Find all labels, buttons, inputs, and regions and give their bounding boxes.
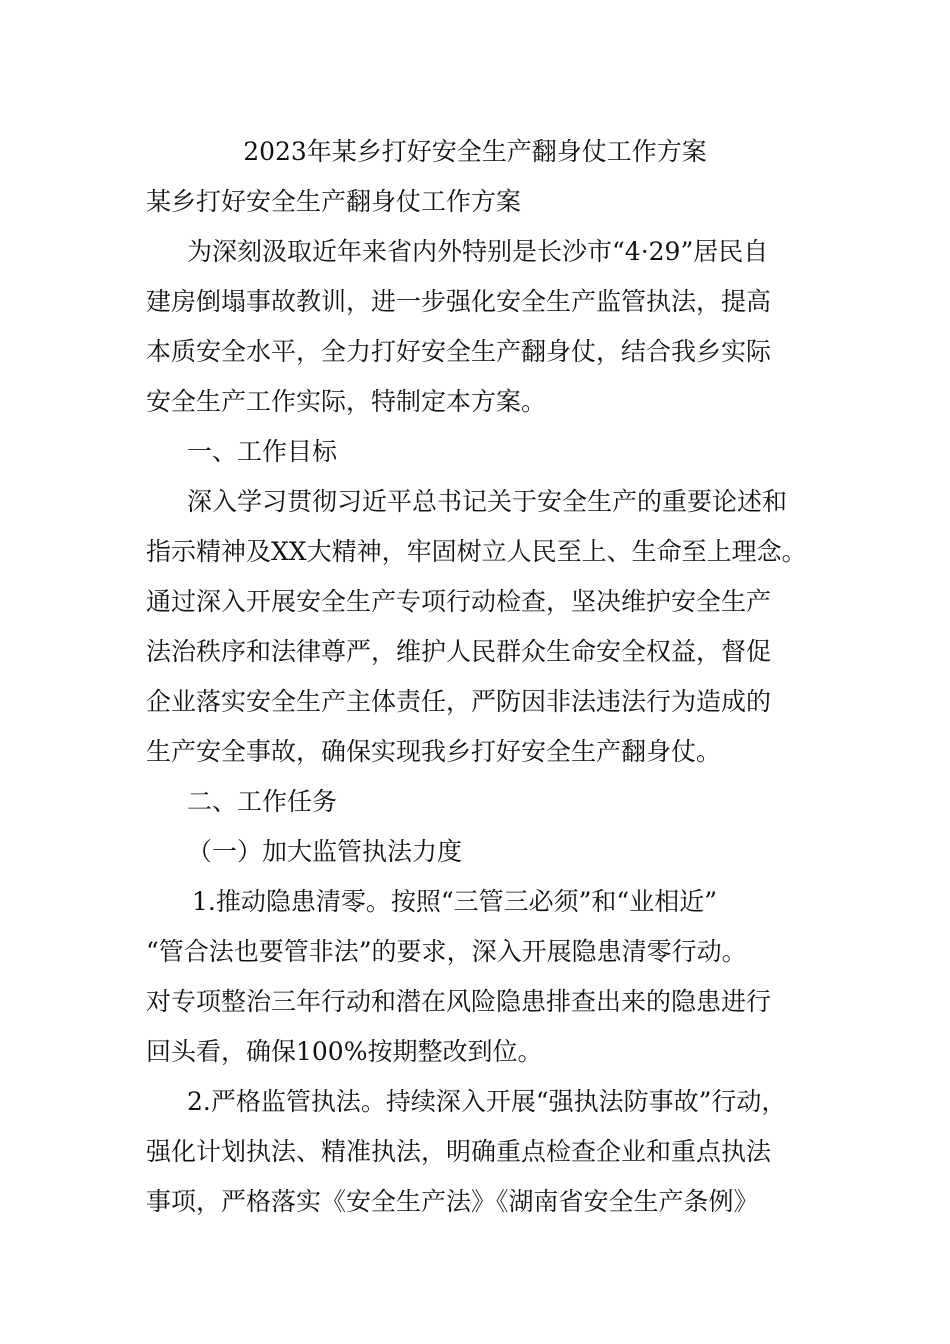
subsection-heading: （一）加大监管执法力度 [187,837,463,866]
paragraph-line: 对专项整治三年行动和潜在风险隐患排查出来的隐患进行 [146,987,772,1016]
paragraph-line: 指示精神及XX大精神，牢固树立人民至上、生命至上理念。 [146,537,807,566]
paragraph-line: 深入学习贯彻习近平总书记关于安全生产的重要论述和 [187,487,788,516]
paragraph-line: 强化计划执法、精准执法，明确重点检查企业和重点执法 [146,1137,772,1166]
paragraph-line: 事项，严格落实《安全生产法》《湖南省安全生产条例》 [146,1187,759,1216]
document-subtitle: 某乡打好安全生产翻身仗工作方案 [146,187,522,216]
paragraph-line: 2.严格监管执法。持续深入开展“强执法防事故”行动， [187,1087,787,1116]
document-title: 2023年某乡打好安全生产翻身仗工作方案 [243,137,707,166]
paragraph-line: “管合法也要管非法”的要求，深入开展隐患清零行动。 [146,937,747,966]
paragraph-line: 法治秩序和法律尊严，维护人民群众生命安全权益，督促 [146,637,772,666]
paragraph-line: 本质安全水平，全力打好安全生产翻身仗，结合我乡实际 [146,337,772,366]
paragraph-line: 通过深入开展安全生产专项行动检查，坚决维护安全生产 [146,587,772,616]
section-heading: 二、工作任务 [187,787,338,816]
section-heading: 一、工作目标 [187,437,338,466]
paragraph-line: 回头看，确保100%按期整改到位。 [146,1037,543,1066]
paragraph-line: 为深刻汲取近年来省内外特别是长沙市“4·29”居民自 [187,237,769,266]
paragraph-line: 生产安全事故，确保实现我乡打好安全生产翻身仗。 [146,737,722,766]
paragraph-line: 建房倒塌事故教训，进一步强化安全生产监管执法，提高 [146,287,772,316]
paragraph-line: 企业落实安全生产主体责任，严防因非法违法行为造成的 [146,687,772,716]
paragraph-line: 安全生产工作实际，特制定本方案。 [146,387,547,416]
paragraph-line: 1.推动隐患清零。按照“三管三必须”和“业相近” [192,887,717,916]
